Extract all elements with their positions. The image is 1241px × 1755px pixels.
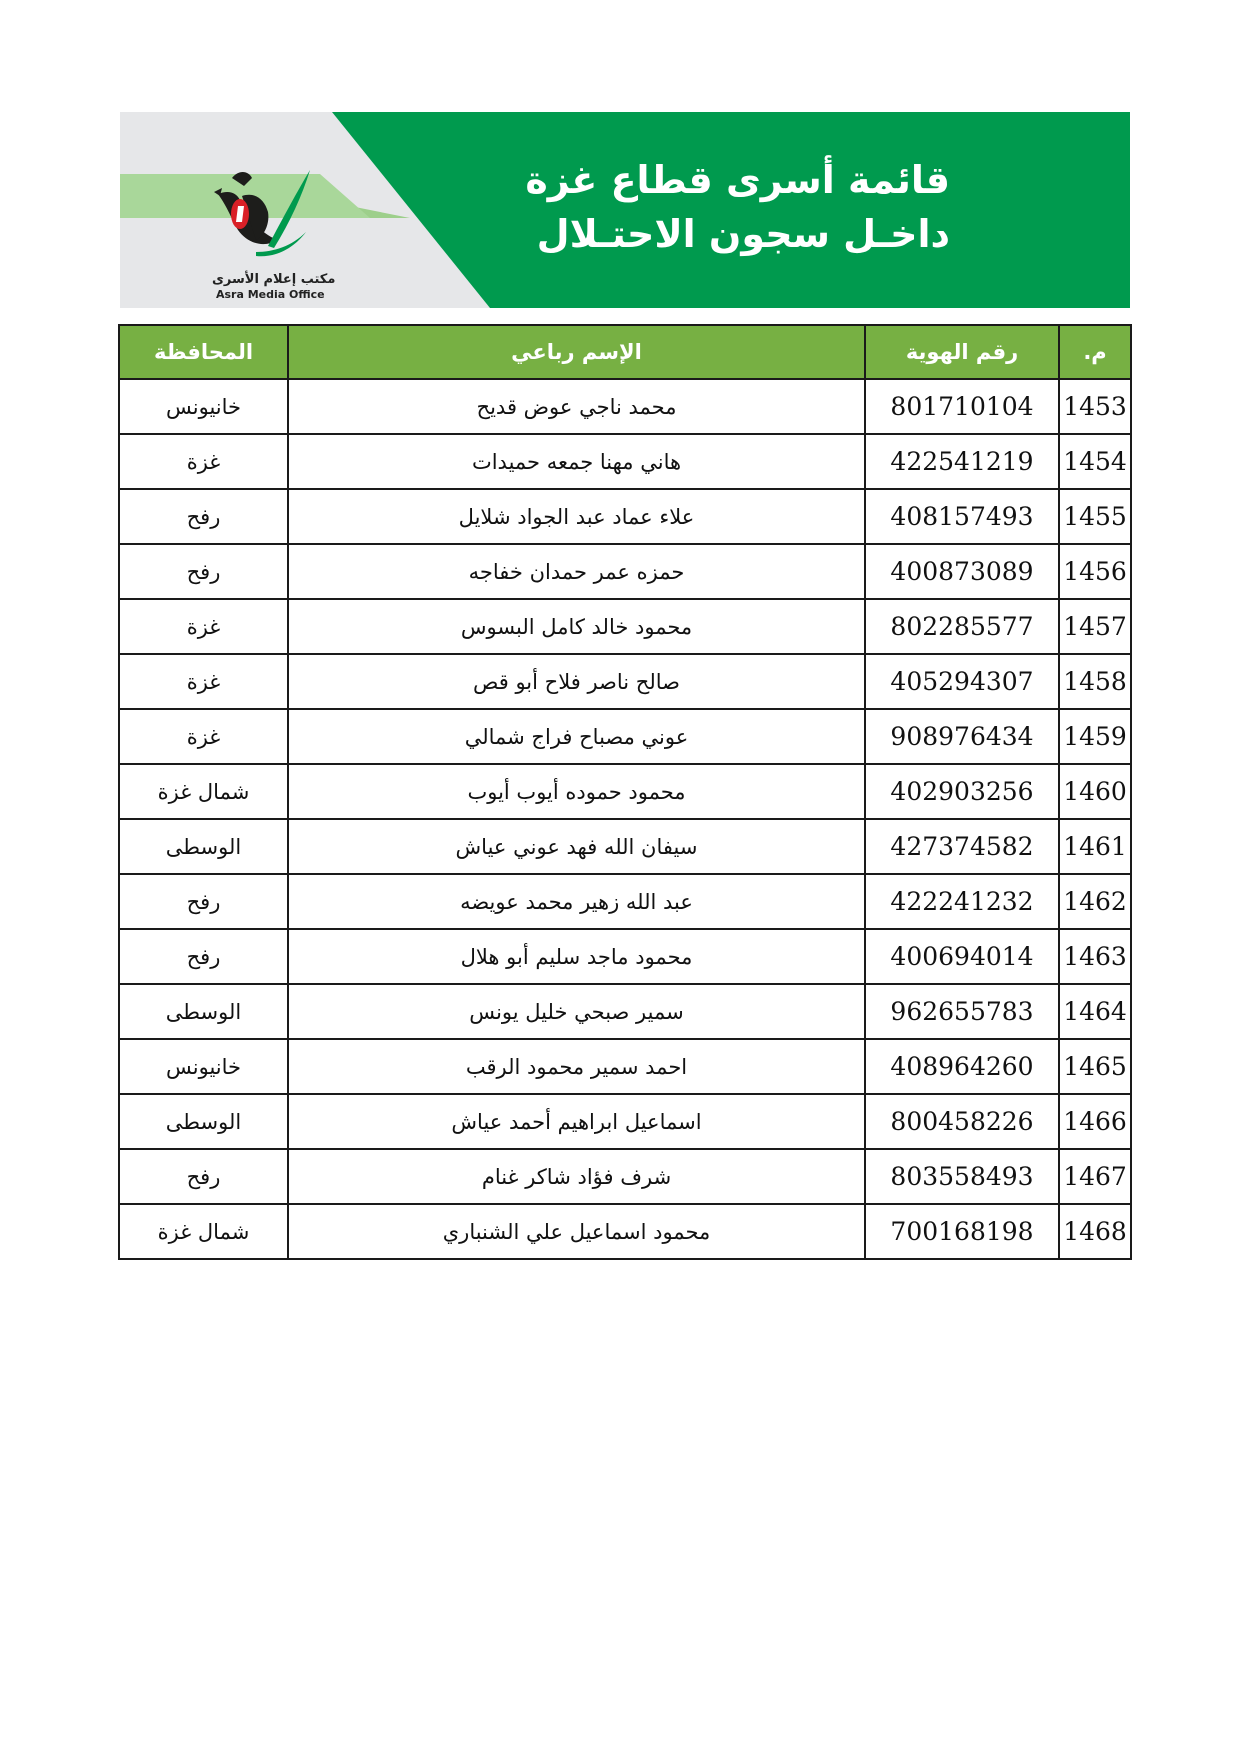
table-row — [119, 544, 1131, 599]
cell-full-name: شرف فؤاد شاكر غنام — [288, 1149, 865, 1204]
table-row — [119, 489, 1131, 544]
cell-id-number: 427374582 — [865, 819, 1059, 874]
table-row — [119, 654, 1131, 709]
cell-full-name: محمود ماجد سليم أبو هلال — [288, 929, 865, 984]
header-title-line2: داخـل سجون الاحتـلال — [536, 212, 950, 256]
cell-full-name: عبد الله زهير محمد عويضه — [288, 874, 865, 929]
table-row — [119, 984, 1131, 1039]
cell-id-number: 408964260 — [865, 1039, 1059, 1094]
cell-governorate: خانيونس — [119, 1039, 288, 1094]
cell-full-name: احمد سمير محمود الرقب — [288, 1039, 865, 1094]
cell-id-number: 402903256 — [865, 764, 1059, 819]
cell-full-name: هاني مهنا جمعه حميدات — [288, 434, 865, 489]
cell-governorate: رفح — [119, 489, 288, 544]
cell-number: 1466 — [1059, 1094, 1131, 1149]
cell-full-name: عوني مصباح فراج شمالي — [288, 709, 865, 764]
cell-governorate: غزة — [119, 434, 288, 489]
cell-number: 1454 — [1059, 434, 1131, 489]
cell-number: 1463 — [1059, 929, 1131, 984]
cell-governorate: غزة — [119, 654, 288, 709]
page-header — [120, 112, 1130, 308]
cell-governorate: شمال غزة — [119, 764, 288, 819]
cell-number: 1468 — [1059, 1204, 1131, 1259]
cell-id-number: 803558493 — [865, 1149, 1059, 1204]
column-header-number: م. — [1059, 325, 1131, 379]
table-row — [119, 599, 1131, 654]
cell-full-name: علاء عماد عبد الجواد شلايل — [288, 489, 865, 544]
column-header-name: الإسم رباعي — [288, 325, 865, 379]
header-title-line1: قائمة أسرى قطاع غزة — [525, 158, 950, 202]
logo-text-arabic: مكتب إعلام الأسرى — [212, 272, 336, 287]
cell-id-number: 908976434 — [865, 709, 1059, 764]
cell-governorate: رفح — [119, 1149, 288, 1204]
cell-number: 1467 — [1059, 1149, 1131, 1204]
cell-number: 1461 — [1059, 819, 1131, 874]
cell-governorate: رفح — [119, 929, 288, 984]
table-row — [119, 434, 1131, 489]
cell-number: 1458 — [1059, 654, 1131, 709]
cell-number: 1459 — [1059, 709, 1131, 764]
column-header-governorate: المحافظة — [119, 325, 288, 379]
cell-governorate: الوسطى — [119, 819, 288, 874]
table-row — [119, 1039, 1131, 1094]
cell-governorate: الوسطى — [119, 984, 288, 1039]
cell-id-number: 405294307 — [865, 654, 1059, 709]
cell-id-number: 422541219 — [865, 434, 1059, 489]
cell-id-number: 801710104 — [865, 379, 1059, 434]
cell-governorate: غزة — [119, 599, 288, 654]
cell-number: 1453 — [1059, 379, 1131, 434]
cell-full-name: محمود خالد كامل البسوس — [288, 599, 865, 654]
cell-governorate: رفح — [119, 874, 288, 929]
cell-full-name: صالح ناصر فلاح أبو قص — [288, 654, 865, 709]
cell-number: 1465 — [1059, 1039, 1131, 1094]
cell-full-name: محمد ناجي عوض قديح — [288, 379, 865, 434]
cell-id-number: 800458226 — [865, 1094, 1059, 1149]
cell-number: 1457 — [1059, 599, 1131, 654]
table-header-row — [119, 325, 1131, 379]
cell-id-number: 408157493 — [865, 489, 1059, 544]
prisoners-table — [118, 324, 1132, 1260]
logo-text-english: Asra Media Office — [216, 288, 325, 301]
cell-full-name: اسماعيل ابراهيم أحمد عياش — [288, 1094, 865, 1149]
cell-governorate: شمال غزة — [119, 1204, 288, 1259]
table-row — [119, 874, 1131, 929]
cell-governorate: رفح — [119, 544, 288, 599]
cell-id-number: 400694014 — [865, 929, 1059, 984]
cell-governorate: خانيونس — [119, 379, 288, 434]
cell-full-name: محمود حموده أيوب أيوب — [288, 764, 865, 819]
table-row — [119, 929, 1131, 984]
table-row — [119, 819, 1131, 874]
cell-number: 1460 — [1059, 764, 1131, 819]
table-row — [119, 709, 1131, 764]
cell-number: 1456 — [1059, 544, 1131, 599]
table-row — [119, 379, 1131, 434]
cell-number: 1464 — [1059, 984, 1131, 1039]
cell-full-name: سمير صبحي خليل يونس — [288, 984, 865, 1039]
cell-id-number: 700168198 — [865, 1204, 1059, 1259]
cell-full-name: سيفان الله فهد عوني عياش — [288, 819, 865, 874]
table-row — [119, 1094, 1131, 1149]
cell-governorate: غزة — [119, 709, 288, 764]
cell-full-name: حمزه عمر حمدان خفاجه — [288, 544, 865, 599]
table-row — [119, 764, 1131, 819]
cell-id-number: 422241232 — [865, 874, 1059, 929]
cell-id-number: 802285577 — [865, 599, 1059, 654]
cell-governorate: الوسطى — [119, 1094, 288, 1149]
cell-id-number: 400873089 — [865, 544, 1059, 599]
table-row — [119, 1204, 1131, 1259]
bird-logo-icon — [198, 156, 318, 276]
column-header-id: رقم الهوية — [865, 325, 1059, 379]
table-row — [119, 1149, 1131, 1204]
cell-full-name: محمود اسماعيل علي الشنباري — [288, 1204, 865, 1259]
cell-number: 1455 — [1059, 489, 1131, 544]
cell-id-number: 962655783 — [865, 984, 1059, 1039]
cell-number: 1462 — [1059, 874, 1131, 929]
